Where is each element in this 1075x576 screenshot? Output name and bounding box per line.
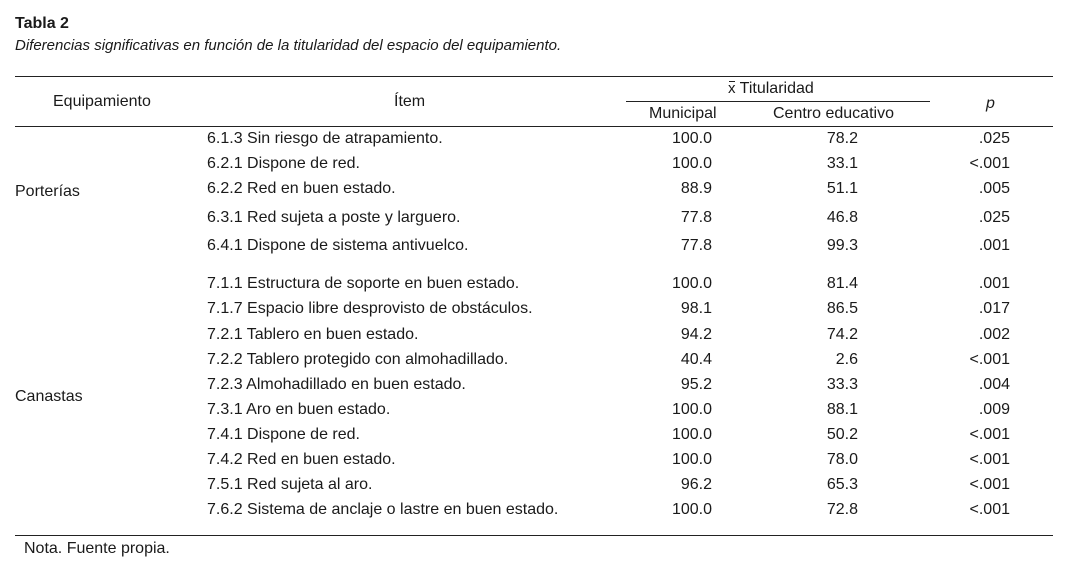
row-item: 7.1.1 Estructura de soporte en buen estado. xyxy=(207,275,520,292)
row-centro-value: 2.6 xyxy=(835,351,858,368)
row-p-value: .025 xyxy=(978,130,1010,147)
mean-symbol: x xyxy=(728,80,736,97)
group-canastas: Canastas xyxy=(15,388,83,405)
row-item: 7.2.2 Tablero protegido con almohadillado. xyxy=(207,351,509,368)
row-centro-value: 99.3 xyxy=(826,237,858,254)
row-p-value: <.001 xyxy=(969,476,1010,493)
row-municipal-value: 77.8 xyxy=(680,209,712,226)
row-p-value: .017 xyxy=(978,300,1010,317)
row-item: 6.2.1 Dispone de red. xyxy=(207,155,360,172)
row-centro-value: 74.2 xyxy=(826,326,858,343)
row-p-value: .025 xyxy=(978,209,1010,226)
row-centro-value: 78.2 xyxy=(826,130,858,147)
row-centro-value: 88.1 xyxy=(826,401,858,418)
row-p-value: .002 xyxy=(978,326,1010,343)
row-municipal-value: 100.0 xyxy=(671,501,712,518)
row-item: 7.6.2 Sistema de anclaje o lastre en buen estado. xyxy=(207,501,559,518)
row-p-value: <.001 xyxy=(969,451,1010,468)
row-p-value: .001 xyxy=(978,275,1010,292)
row-item: 6.3.1 Red sujeta a poste y larguero. xyxy=(207,209,461,226)
row-item: 7.3.1 Aro en buen estado. xyxy=(207,401,391,418)
row-municipal-value: 40.4 xyxy=(680,351,712,368)
header-centro-educativo: Centro educativo xyxy=(773,105,894,122)
row-item: 6.1.3 Sin riesgo de atrapamiento. xyxy=(207,130,443,147)
header-equipamiento: Equipamiento xyxy=(53,93,151,110)
header-titularidad xyxy=(728,80,814,98)
row-p-value: <.001 xyxy=(969,501,1010,518)
row-municipal-value: 100.0 xyxy=(671,130,712,147)
titularidad-label: Titularidad xyxy=(739,80,814,97)
table-subtitle: Diferencias significativas en función de la titularidad del espacio del equipamiento. xyxy=(15,37,562,54)
row-p-value: .004 xyxy=(978,376,1010,393)
header-rule xyxy=(15,126,1053,127)
row-municipal-value: 100.0 xyxy=(671,426,712,443)
row-municipal-value: 94.2 xyxy=(680,326,712,343)
row-municipal-value: 77.8 xyxy=(680,237,712,254)
header-item: Ítem xyxy=(394,93,426,110)
row-p-value: <.001 xyxy=(969,351,1010,368)
row-centro-value: 51.1 xyxy=(826,180,858,197)
row-municipal-value: 98.1 xyxy=(680,300,712,317)
row-item: 6.4.1 Dispone de sistema antivuelco. xyxy=(207,237,469,254)
row-p-value: <.001 xyxy=(969,155,1010,172)
header-municipal: Municipal xyxy=(649,105,717,122)
row-item: 7.1.7 Espacio libre desprovisto de obstáculos. xyxy=(207,300,533,317)
row-item: 7.4.2 Red en buen estado. xyxy=(207,451,396,468)
row-p-value: <.001 xyxy=(969,426,1010,443)
group-porterias: Porterías xyxy=(15,183,80,200)
row-municipal-value: 100.0 xyxy=(671,155,712,172)
table-note: Nota. Fuente propia. xyxy=(24,540,170,557)
row-municipal-value: 100.0 xyxy=(671,451,712,468)
row-centro-value: 86.5 xyxy=(826,300,858,317)
row-centro-value: 78.0 xyxy=(826,451,858,468)
row-centro-value: 50.2 xyxy=(826,426,858,443)
row-centro-value: 81.4 xyxy=(826,275,858,292)
row-centro-value: 33.1 xyxy=(826,155,858,172)
row-municipal-value: 100.0 xyxy=(671,275,712,292)
bottom-rule xyxy=(15,535,1053,536)
row-p-value: .005 xyxy=(978,180,1010,197)
table-title: Tabla 2 xyxy=(15,15,69,32)
row-municipal-value: 100.0 xyxy=(671,401,712,418)
row-item: 7.2.1 Tablero en buen estado. xyxy=(207,326,419,343)
row-item: 6.2.2 Red en buen estado. xyxy=(207,180,396,197)
header-p: p xyxy=(986,95,995,112)
row-p-value: .009 xyxy=(978,401,1010,418)
row-p-value: .001 xyxy=(978,237,1010,254)
row-item: 7.5.1 Red sujeta al aro. xyxy=(207,476,373,493)
row-centro-value: 46.8 xyxy=(826,209,858,226)
row-municipal-value: 88.9 xyxy=(680,180,712,197)
titularidad-underline xyxy=(626,101,930,102)
row-centro-value: 65.3 xyxy=(826,476,858,493)
top-rule xyxy=(15,76,1053,77)
row-centro-value: 33.3 xyxy=(826,376,858,393)
row-item: 7.4.1 Dispone de red. xyxy=(207,426,360,443)
row-municipal-value: 96.2 xyxy=(680,476,712,493)
row-municipal-value: 95.2 xyxy=(680,376,712,393)
row-centro-value: 72.8 xyxy=(826,501,858,518)
row-item: 7.2.3 Almohadillado en buen estado. xyxy=(207,376,466,393)
